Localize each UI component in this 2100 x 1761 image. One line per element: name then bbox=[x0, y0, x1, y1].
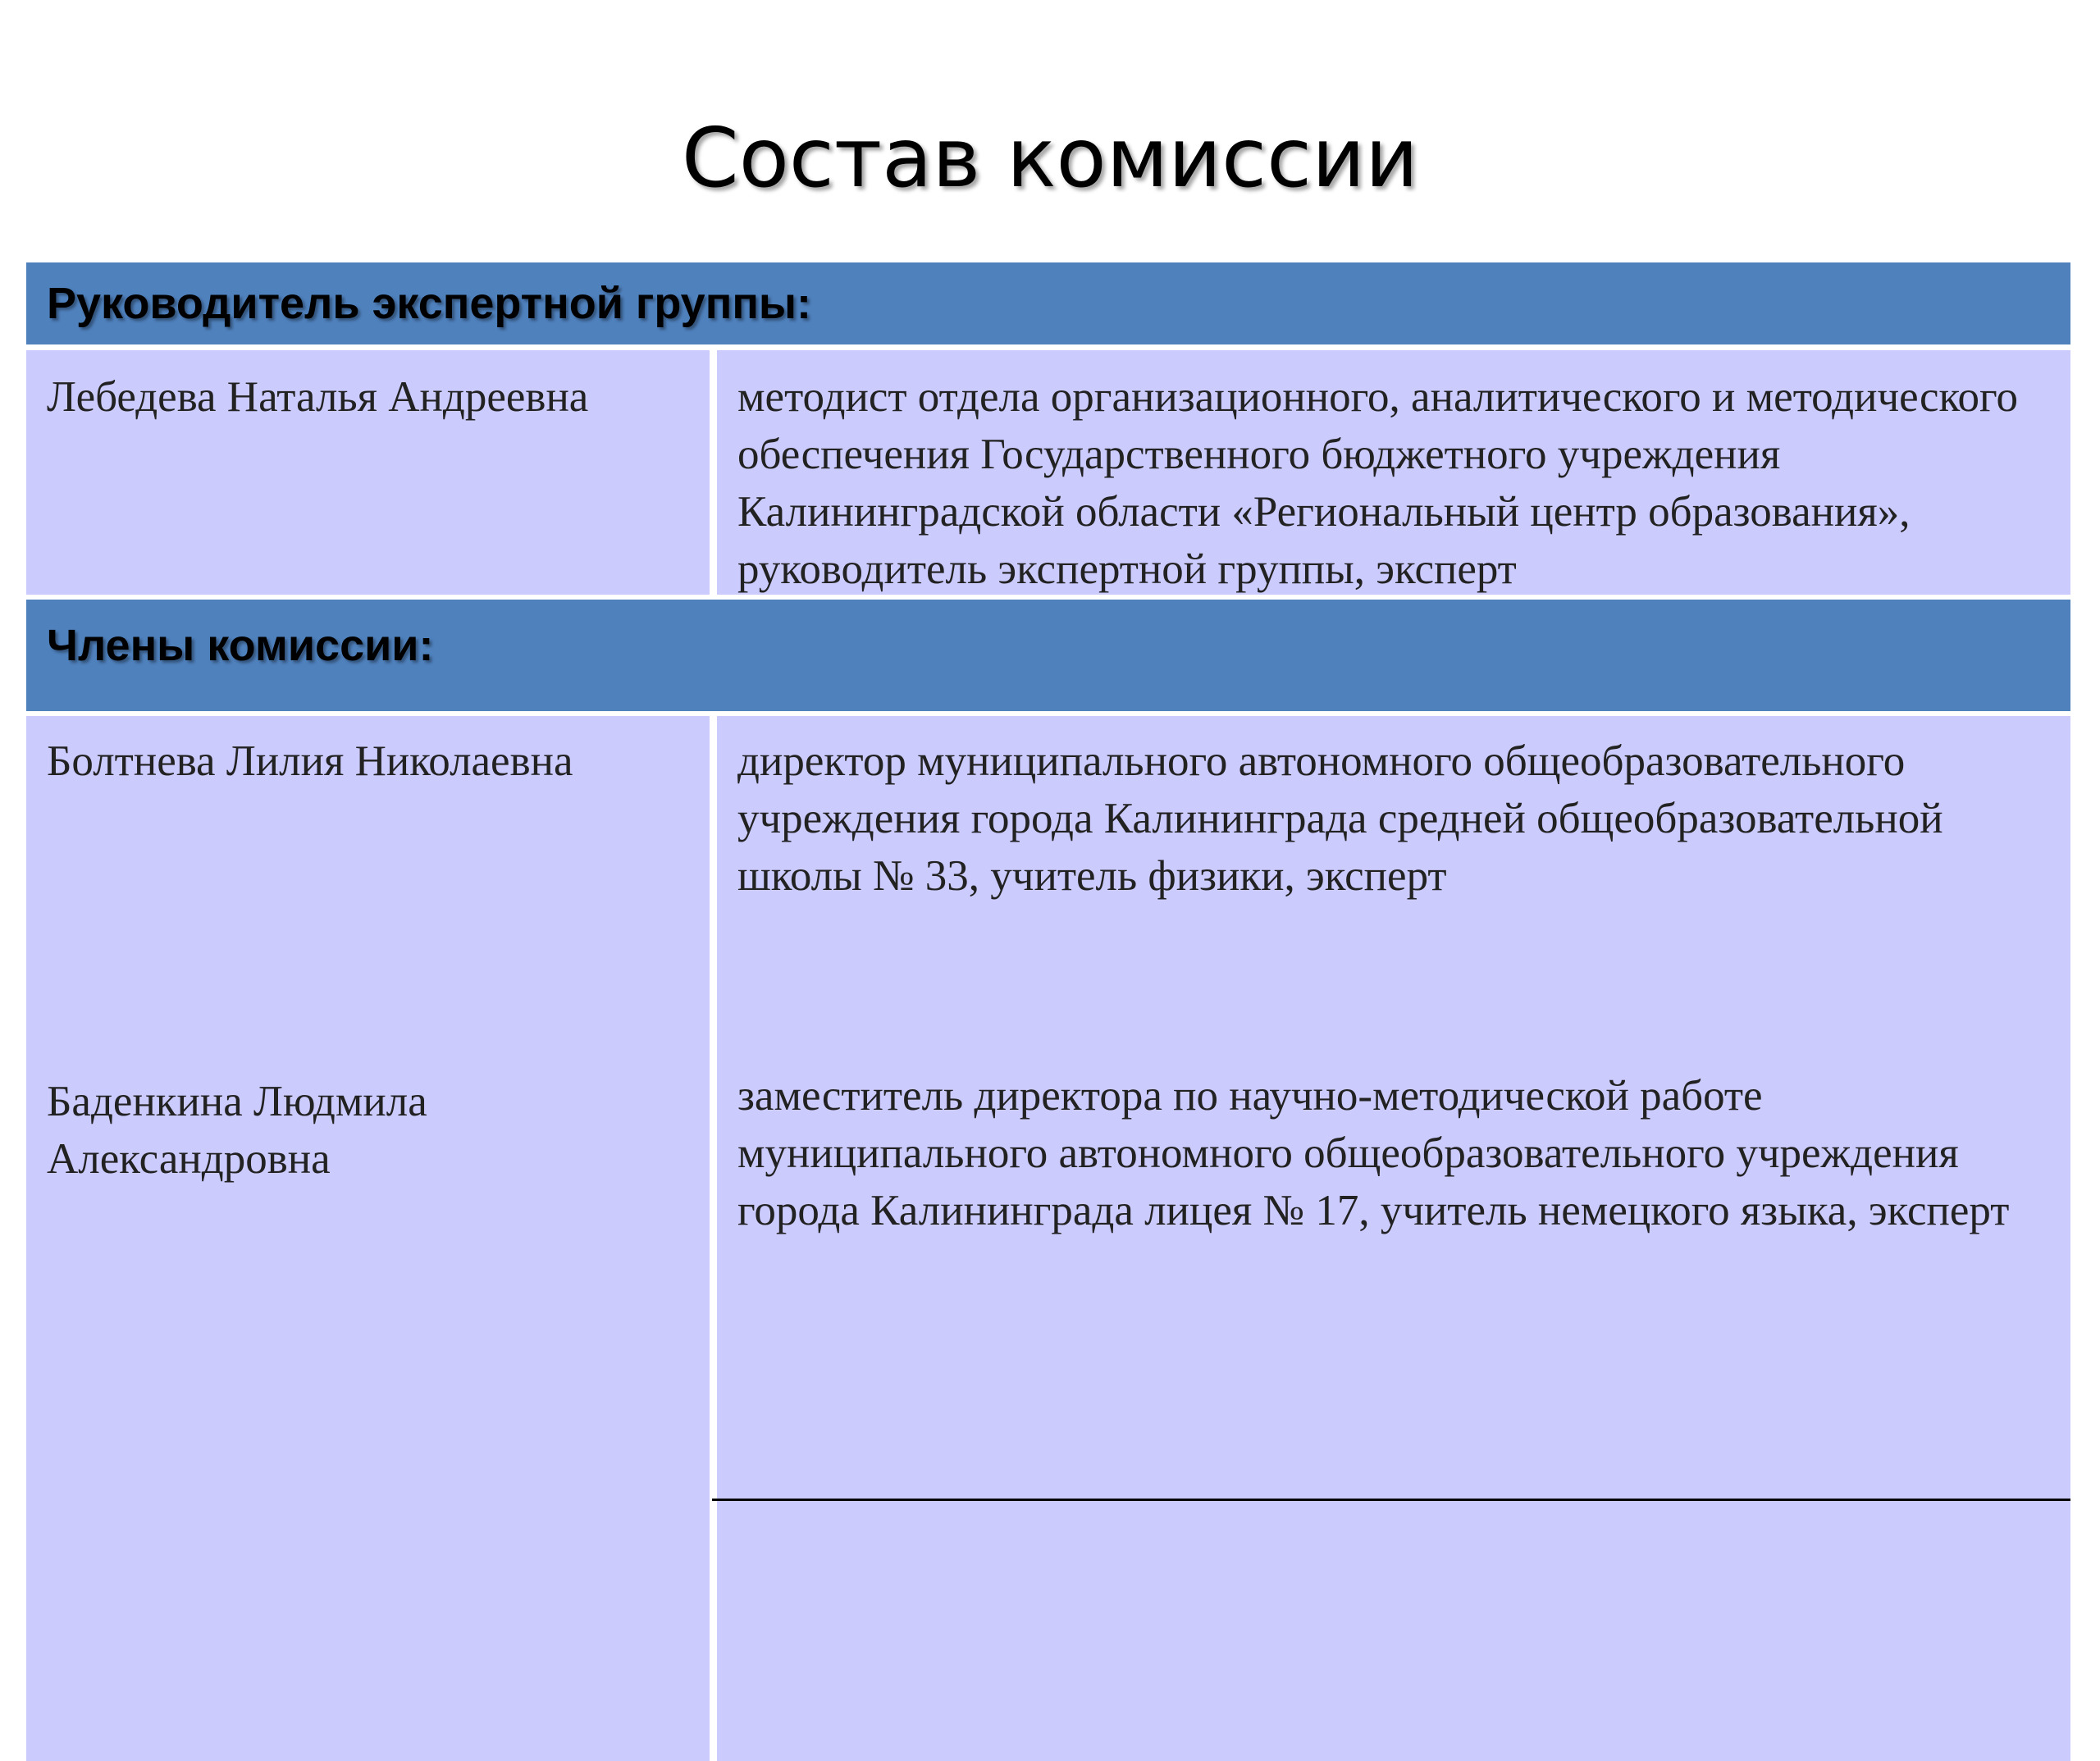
member-description: заместитель директора по научно-методической работе муниципального автономного общеобразовательного учреждения города Калининграда лицея № 17, учитель немецкого языка, эксперт bbox=[737, 1072, 2010, 1234]
lead-name-cell bbox=[26, 350, 710, 595]
member-name: Болтнева Лилия Николаевна bbox=[47, 737, 573, 785]
lead-section-header: Руководитель экспертной группы: bbox=[26, 262, 2070, 344]
members-description-cell bbox=[717, 716, 2070, 1761]
table-bottom-border bbox=[712, 1499, 2070, 1501]
lead-name: Лебедева Наталья Андреевна bbox=[47, 373, 589, 421]
slide-title: Состав комиссии bbox=[681, 110, 1419, 206]
lead-description-cell bbox=[717, 350, 2070, 595]
member-name: Баденкина Людмила Александровна bbox=[47, 1078, 427, 1183]
member-description: директор муниципального автономного общеобразовательного учреждения города Калининграда средней общеобразовательной школы № 33, учитель физики, эксперт bbox=[737, 737, 1943, 900]
members-section-header: Члены комиссии: bbox=[26, 600, 2070, 711]
members-name-cell bbox=[26, 716, 710, 1761]
lead-description: методист отдела организационного, аналитического и методического обеспечения Государственного бюджетного учреждения Калининградской области «Региональный центр образования», руководитель экспертной группы, эксперт bbox=[737, 373, 2018, 593]
